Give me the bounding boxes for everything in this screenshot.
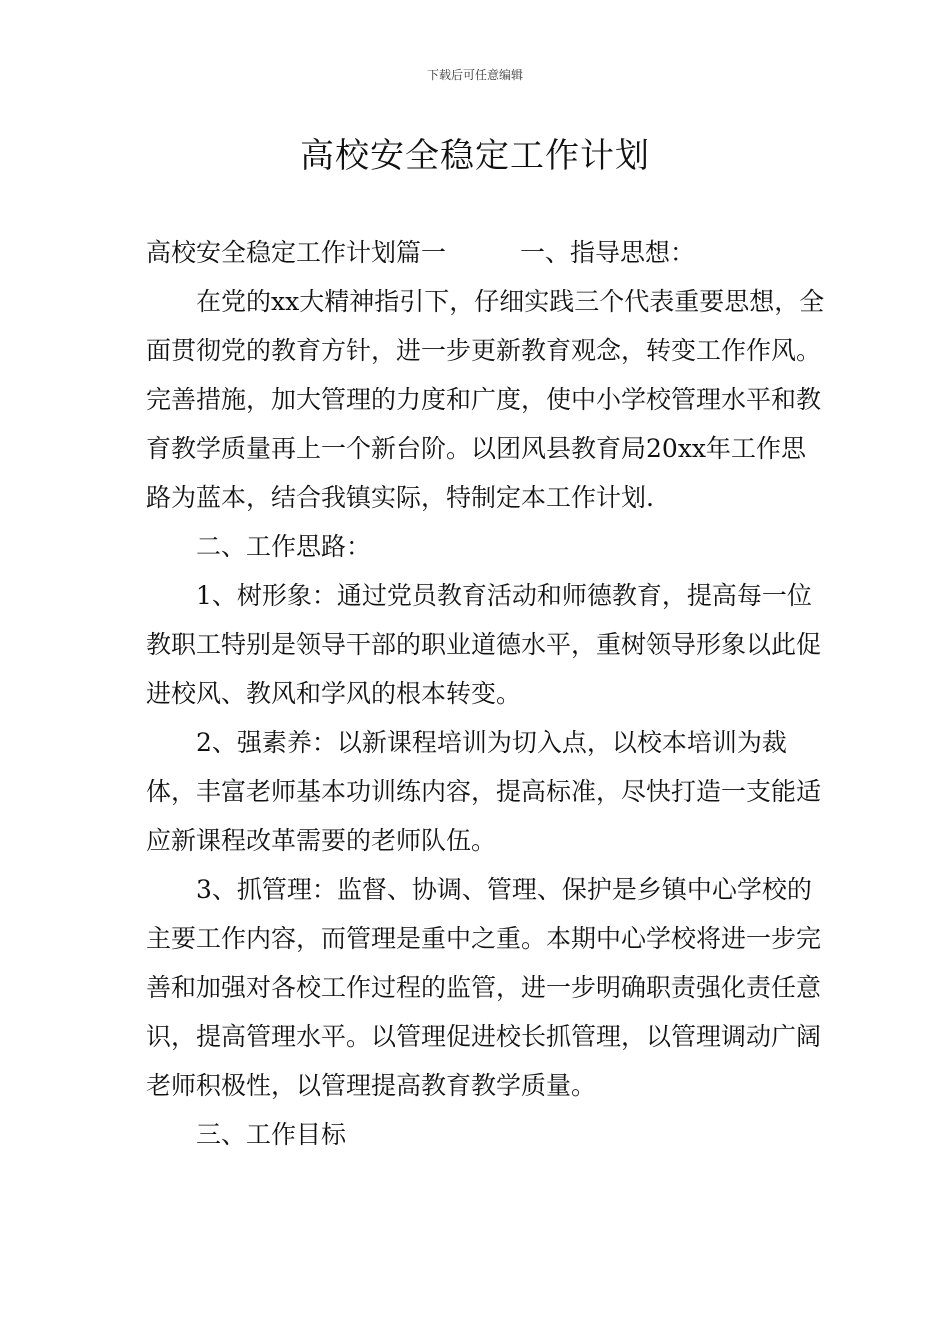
list-item-image: 1、树形象：通过党员教育活动和师德教育，提高每一位教职工特别是领导干部的职业道德水平，重树领导形象以此促进校风、教风和学风的根本转变。 bbox=[146, 581, 822, 708]
document-body bbox=[146, 228, 826, 1159]
list-item-management: 3、抓管理：监督、协调、管理、保护是乡镇中心学校的主要工作内容，而管理是重中之重。本期中心学校将进一步完善和加强对各校工作过程的监管，进一步明确职责强化责任意识，提高管理水平。以管理促进校长抓管理，以管理调动广阔老师积极性，以管理提高教育教学质量。 bbox=[146, 875, 822, 1100]
header-note: 下载后可任意编辑 bbox=[426, 68, 523, 82]
heading-guiding-ideology: 一、指导思想： bbox=[520, 238, 696, 267]
section-label: 高校安全稳定工作计划篇一 bbox=[146, 238, 447, 267]
list-item-quality: 2、强素养：以新课程培训为切入点，以校本培训为裁体，丰富老师基本功训练内容，提高标准，尽快打造一支能适应新课程改革需要的老师队伍。 bbox=[146, 728, 822, 855]
heading-work-approach: 二、工作思路： bbox=[196, 532, 372, 561]
document-title: 高校安全稳定工作计划 bbox=[300, 136, 650, 176]
section-heading-line bbox=[146, 228, 826, 277]
paragraph-guiding-ideology: 在党的xx大精神指引下，仔细实践三个代表重要思想，全面贯彻党的教育方针，进一步更新教育观念，转变工作作风。完善措施，加大管理的力度和广度，使中小学校管理水平和教育教学质量再上一个新台阶。以团风县教育局20xx年工作思路为蓝本，结合我镇实际，特制定本工作计划. bbox=[146, 287, 825, 512]
heading-work-goals: 三、工作目标 bbox=[196, 1120, 347, 1149]
